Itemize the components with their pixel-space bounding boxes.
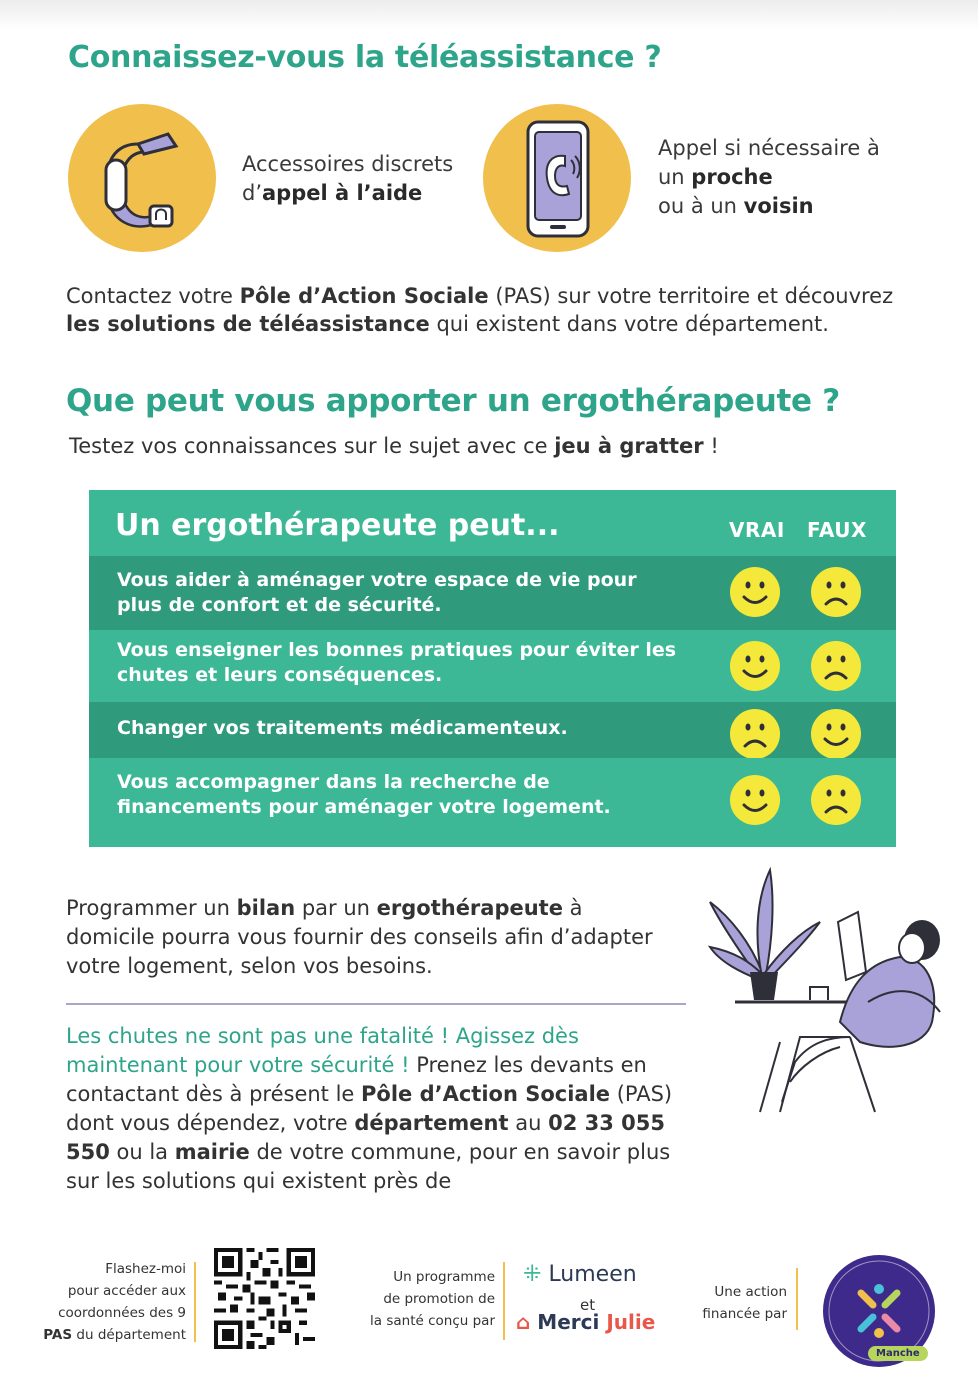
footer-divider [796, 1268, 798, 1330]
phone-call-icon [483, 104, 631, 252]
frown-face-icon[interactable] [810, 774, 862, 826]
quiz-title: Un ergothérapeute peut... [115, 508, 560, 543]
section-divider [66, 1003, 686, 1005]
qr-code[interactable] [214, 1248, 315, 1349]
footer-divider [194, 1262, 196, 1342]
bilan-paragraph: Programmer un bilan par un ergothérapeute à domicile pourra vous fournir des conseils afin d’adapter votre logement, selon vos besoins. [66, 896, 653, 978]
bracelet-icon [68, 104, 216, 252]
pas-contact-paragraph: Contactez votre Pôle d’Action Sociale (PAS) sur votre territoire et découvrez les solutions de téléassistance qui existent dans votre département. [66, 284, 894, 336]
quiz-row [89, 556, 896, 630]
frown-face-icon[interactable] [810, 566, 862, 618]
logo-connector: et [580, 1296, 596, 1314]
top-shadow-bar [0, 0, 978, 30]
quiz-row [89, 758, 896, 847]
lumeen-logo: ⁜ Lumeen [523, 1262, 637, 1287]
section-title-teleassistance: Connaissez-vous la téléassistance ? [68, 40, 662, 75]
qr-caption: Flashez-moi pour accéder aux coordonnées des 9 PAS du département [43, 1261, 186, 1343]
quiz-row [89, 702, 896, 758]
feature-call-text: Appel si nécessaire à un proche ou à un voisin [658, 136, 880, 218]
feature-accessories-text: Accessoires discrets d’appel à l’aide [242, 152, 454, 205]
frown-face-icon[interactable] [729, 708, 781, 760]
chutes-paragraph: Les chutes ne sont pas une fatalité ! Agissez dès maintenant pour votre sécurité ! Prenez les devants en contactant dès à présent le Pôle d’Action Sociale (PAS) dont vous dépendez, votre département au 02 33 055 550 ou la mairie de votre commune, pour en savoir plus sur les solutions qui existent près de [66, 1024, 673, 1193]
bracelet-circle [68, 104, 216, 252]
footer-divider [503, 1262, 505, 1340]
smile-face-icon[interactable] [729, 774, 781, 826]
quiz-row-text: Changer vos traitements médicamenteux. [117, 717, 568, 739]
scratch-quiz-card [89, 490, 896, 847]
smile-face-icon[interactable] [729, 566, 781, 618]
quiz-row-text: Vous accompagner dans la recherche de financements pour aménager votre logement. [117, 771, 611, 818]
smile-face-icon[interactable] [729, 640, 781, 692]
phone-circle [483, 104, 631, 252]
section-title-ergotherapeute: Que peut vous apporter un ergothérapeute ? [66, 383, 840, 419]
merci-julie-logo: ⌂ Merci Julie [516, 1310, 656, 1334]
reading-woman-illustration [700, 862, 950, 1124]
quiz-row [89, 630, 896, 702]
program-caption: Un programme de promotion de la santé conçu par [370, 1269, 495, 1329]
quiz-intro: Testez vos connaissances sur le sujet avec ce jeu à gratter ! [69, 434, 719, 458]
funding-caption: Une action financée par [702, 1284, 787, 1322]
quiz-row-text: Vous aider à aménager votre espace de vie pour plus de confort et de sécurité. [117, 569, 637, 616]
smile-face-icon[interactable] [810, 708, 862, 760]
frown-face-icon[interactable] [810, 640, 862, 692]
col-vrai-header: VRAI [729, 518, 785, 542]
quiz-row-text: Vous enseigner les bonnes pratiques pour éviter les chutes et leurs conséquences. [117, 639, 677, 686]
seal-department-tag: Manche [868, 1346, 928, 1361]
col-faux-header: FAUX [807, 518, 867, 542]
qr-code-icon [214, 1248, 315, 1349]
